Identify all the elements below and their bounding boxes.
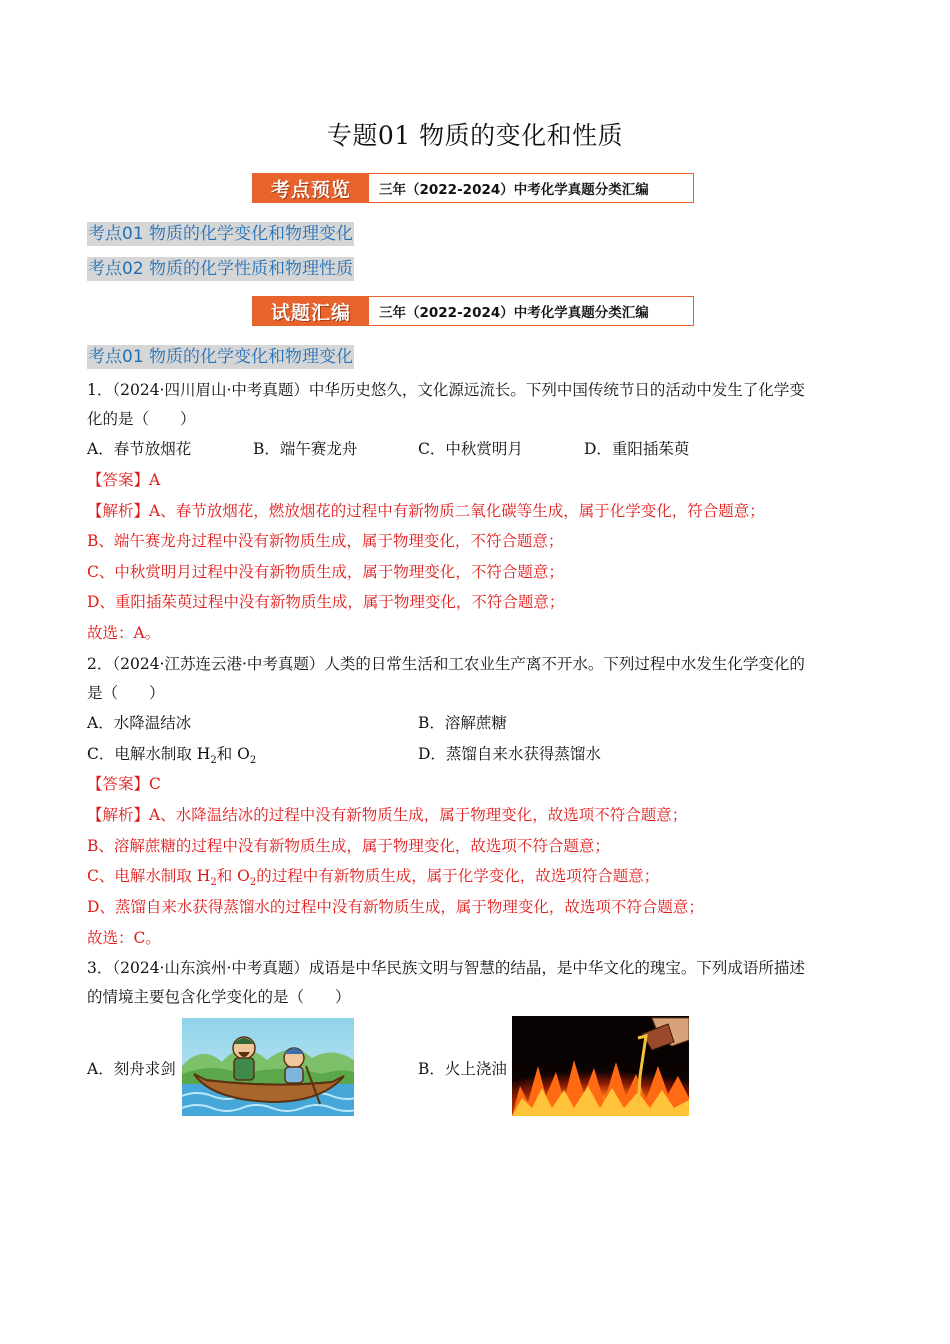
q2-analysis-3: C、电解水制取 $H_2$和 $O_2$的过程中有新物质生成，属于化学变化，故选项符合题意； bbox=[87, 867, 660, 889]
q1-analysis-4: D、重阳插茱萸过程中没有新物质生成，属于物理变化，不符合题意； bbox=[87, 593, 565, 611]
question-2-line-2: 是（ ） bbox=[87, 684, 165, 702]
q3-option-b: B．火上浇油 bbox=[418, 1060, 507, 1078]
q2-option-c: C．电解水制取 $H_2$和 $O_2$ bbox=[87, 745, 257, 767]
banner-subtitle: 三年（2022-2024）中考化学真题分类汇编 bbox=[379, 305, 649, 321]
toc-item-2[interactable]: 考点02 物质的化学性质和物理性质 bbox=[88, 259, 354, 279]
q3-option-a: A．刻舟求剑 bbox=[87, 1060, 176, 1078]
q1-analysis-1: 【解析】A、春节放烟花，燃放烟花的过程中有新物质二氧化碳等生成，属于化学变化，符合题意； bbox=[87, 502, 765, 520]
section-heading: 考点01 物质的化学变化和物理变化 bbox=[88, 347, 354, 367]
q1-analysis-2: B、端午赛龙舟过程中没有新物质生成，属于物理变化，不符合题意； bbox=[87, 532, 564, 550]
question-1-line-2: 化的是（ ） bbox=[87, 410, 196, 428]
q1-option-d: D．重阳插茱萸 bbox=[584, 440, 690, 458]
banner-tag: 考点预览 bbox=[253, 174, 369, 202]
q1-analysis-5: 故选：A。 bbox=[87, 624, 161, 642]
banner-tag: 试题汇编 bbox=[253, 297, 369, 325]
exercises-banner bbox=[252, 296, 694, 326]
preview-banner bbox=[252, 173, 694, 203]
q2-analysis-2: B、溶解蔗糖的过程中没有新物质生成，属于物理变化，故选项不符合题意； bbox=[87, 837, 610, 855]
question-3-line-2: 的情境主要包含化学变化的是（ ） bbox=[87, 988, 351, 1006]
question-1-line-1: 1．（2024·四川眉山·中考真题）中华历史悠久，文化源远流长。下列中国传统节日的活动中发生了化学变 bbox=[87, 381, 805, 399]
q1-option-c: C．中秋赏明月 bbox=[418, 440, 523, 458]
q1-answer: 【答案】A bbox=[87, 471, 161, 489]
page-title: 专题01 物质的变化和性质 bbox=[326, 121, 624, 150]
question-3-line-1: 3．（2024·山东滨州·中考真题）成语是中华民族文明与智慧的结晶，是中华文化的瑰宝。下列成语所描述 bbox=[87, 959, 805, 977]
boat-illustration-image bbox=[182, 1018, 354, 1116]
q1-option-b: B．端午赛龙舟 bbox=[253, 440, 358, 458]
q2-analysis-5: 故选：C。 bbox=[87, 929, 161, 947]
q1-option-a: A．春节放烟花 bbox=[87, 440, 192, 458]
q2-answer: 【答案】C bbox=[87, 775, 161, 793]
q2-option-b: B．溶解蔗糖 bbox=[418, 714, 507, 732]
q2-option-d: D．蒸馏自来水获得蒸馏水 bbox=[418, 745, 601, 763]
question-2-line-1: 2．（2024·江苏连云港·中考真题）人类的日常生活和工农业生产离不开水。下列过程中水发生化学变化的 bbox=[87, 655, 805, 673]
fire-oil-image bbox=[512, 1016, 689, 1116]
banner-subtitle: 三年（2022-2024）中考化学真题分类汇编 bbox=[379, 182, 649, 198]
q2-analysis-1: 【解析】A、水降温结冰的过程中没有新物质生成，属于物理变化，故选项不符合题意； bbox=[87, 806, 688, 824]
toc-item-1[interactable]: 考点01 物质的化学变化和物理变化 bbox=[88, 224, 354, 244]
q2-option-a: A．水降温结冰 bbox=[87, 714, 192, 732]
q2-analysis-4: D、蒸馏自来水获得蒸馏水的过程中没有新物质生成，属于物理变化，故选项不符合题意； bbox=[87, 898, 704, 916]
q1-analysis-3: C、中秋赏明月过程中没有新物质生成，属于物理变化，不符合题意； bbox=[87, 563, 564, 581]
